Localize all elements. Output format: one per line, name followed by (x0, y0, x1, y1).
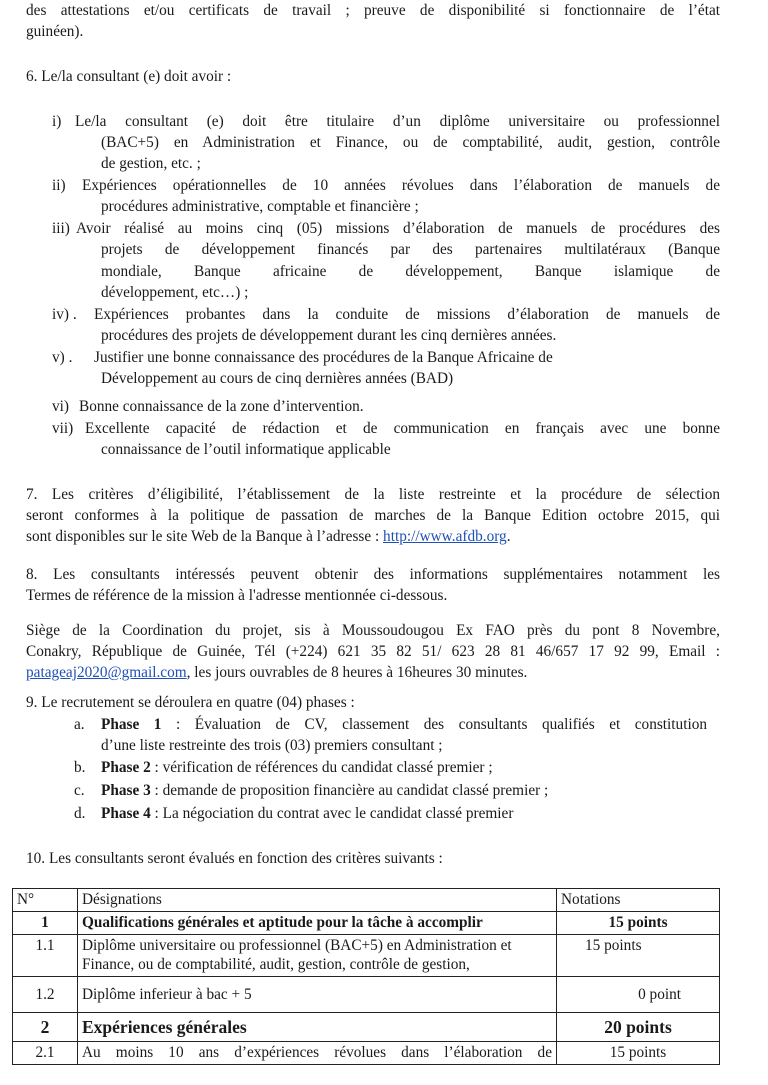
phase-text: : demande de proposition financière au candidat classé premier ; (150, 782, 549, 799)
table-row (13, 1042, 720, 1065)
item-marker: iii) (52, 220, 70, 237)
item-line: Avoir réalisé au moins cinq (05) missions d’élaboration de manuels de procédures des (76, 220, 720, 237)
section-6-heading: 6. Le/la consultant (e) doit avoir : (26, 68, 232, 85)
item-line: Le/la consultant (e) doit être titulaire d’un diplôme universitaire ou professionnel (75, 113, 720, 130)
phase-item (101, 803, 513, 824)
row-note: 15 points (557, 912, 720, 935)
intro-line-2: guinéen). (26, 23, 84, 40)
header-note: Notations (557, 889, 720, 912)
section-8-line: Termes de référence de la mission à l'adresse mentionnée ci-dessous. (26, 587, 448, 604)
row-note: 0 point (557, 977, 720, 1013)
afdb-link[interactable]: http://www.afdb.org (383, 528, 507, 545)
item-line: procédures des projets de développement durant les cinq dernières années. (101, 327, 557, 344)
phase-text: : vérification de références du candidat classé premier ; (150, 759, 493, 776)
item-line: Expériences opérationnelles de 10 années révolues dans l’élaboration de manuels de (82, 177, 720, 194)
header-desc: Désignations (78, 889, 557, 912)
item-line: Expériences probantes dans la conduite de missions d’élaboration de manuels de (94, 306, 720, 323)
phase-label: Phase 2 (101, 759, 151, 776)
item-line: Bonne connaissance de la zone d’intervention. (79, 398, 364, 415)
address-line (26, 662, 527, 683)
phase-item (101, 714, 707, 735)
item-line: Développement au cours de cinq dernières années (BAD) (101, 370, 454, 387)
row-num: 1 (13, 912, 78, 935)
header-num: N° (13, 889, 78, 912)
phase-marker: c. (74, 782, 85, 799)
item-line: connaissance de l’outil informatique applicable (101, 441, 391, 458)
row-num: 2 (13, 1013, 78, 1042)
row-desc: Au moins 10 ans d’expériences révolues dans l’élaboration de (78, 1042, 557, 1065)
item-line: Justifier une bonne connaissance des procédures de la Banque Africaine de (94, 349, 553, 366)
item-marker: v) . (52, 349, 73, 366)
item-marker: iv) . (52, 306, 77, 323)
phase-label: Phase 4 (101, 805, 151, 822)
row-desc: Qualifications générales et aptitude pour la tâche à accomplir (78, 912, 557, 935)
email-link[interactable]: patageaj2020@gmail.com (26, 664, 187, 681)
row-desc: Expériences générales (78, 1013, 557, 1042)
table-row (13, 912, 720, 935)
item-line: (BAC+5) en Administration et Finance, ou de comptabilité, audit, gestion, contrôle (101, 134, 720, 151)
item-line: mondiale, Banque africaine de développement, Banque islamique de (101, 263, 720, 280)
table-row (13, 935, 720, 977)
item-line: de gestion, etc. ; (101, 155, 201, 172)
address-hours: , les jours ouvrables de 8 heures à 16heures 30 minutes. (186, 664, 528, 681)
section-7-line: seront conformes à la politique de passation de marches de la Banque Edition octobre 2015, qui (26, 507, 720, 524)
phase-marker: a. (74, 716, 85, 733)
item-marker: i) (52, 113, 62, 130)
row-desc: Diplôme inferieur à bac + 5 (78, 977, 557, 1013)
item-line: procédures administrative, comptable et financière ; (101, 198, 419, 215)
phase-text: : La négociation du contrat avec le candidat classé premier (150, 805, 514, 822)
item-line: développement, etc…) ; (101, 284, 249, 301)
phase-label: Phase 1 (101, 716, 162, 733)
row-note: 20 points (557, 1013, 720, 1042)
section-7-line (26, 526, 511, 547)
row-num: 2.1 (13, 1042, 78, 1065)
intro-line-1: des attestations et/ou certificats de travail ; preuve de disponibilité si fonctionnaire de l’état (26, 2, 720, 19)
phase-text: : Évaluation de CV, classement des consultants qualifiés et constitution (161, 716, 707, 733)
item-marker: ii) (52, 177, 66, 194)
phase-marker: b. (74, 759, 86, 776)
phase-item (101, 757, 493, 778)
table-row (13, 1013, 720, 1042)
row-desc: Diplôme universitaire ou professionnel (BAC+5) en Administration et Finance, ou de comptabilité, audit, gestion, contrôle de gestion, (78, 935, 557, 977)
item-marker: vi) (52, 398, 69, 415)
item-line: Excellente capacité de rédaction et de communication en français avec une bonne (85, 420, 720, 437)
section-7-period: . (506, 528, 511, 545)
table-header-row (13, 889, 720, 912)
phase-label: Phase 3 (101, 782, 151, 799)
address-line: Siège de la Coordination du projet, sis à Moussoudougou Ex FAO près du pont 8 Novembre, (26, 622, 720, 639)
phase-marker: d. (74, 805, 86, 822)
section-9-heading: 9. Le recrutement se déroulera en quatre (04) phases : (26, 694, 355, 711)
row-num: 1.2 (13, 977, 78, 1013)
row-note: 15 points (557, 1042, 720, 1065)
section-7-text: sont disponibles sur le site Web de la Banque à l’adresse : (26, 528, 384, 545)
section-8-line: 8. Les consultants intéressés peuvent obtenir des informations supplémentaires notamment les (26, 566, 720, 583)
row-num: 1.1 (13, 935, 78, 977)
section-7-line: 7. Les critères d’éligibilité, l’établissement de la liste restreinte et la procédure de sélection (26, 486, 720, 503)
section-10-heading: 10. Les consultants seront évalués en fonction des critères suivants : (26, 850, 443, 867)
phase-item (101, 780, 548, 801)
item-marker: vii) (52, 420, 74, 437)
table-row (13, 977, 720, 1013)
criteria-table (12, 888, 720, 1065)
phase-cont: d’une liste restreinte des trois (03) premiers consultant ; (101, 737, 443, 754)
address-line: Conakry, République de Guinée, Tél (+224) 621 35 82 51/ 623 28 81 46/657 17 92 99, Email : (26, 643, 720, 660)
item-line: projets de développement financés par des partenaires multilatéraux (Banque (101, 241, 720, 258)
row-note: 15 points (557, 935, 720, 977)
